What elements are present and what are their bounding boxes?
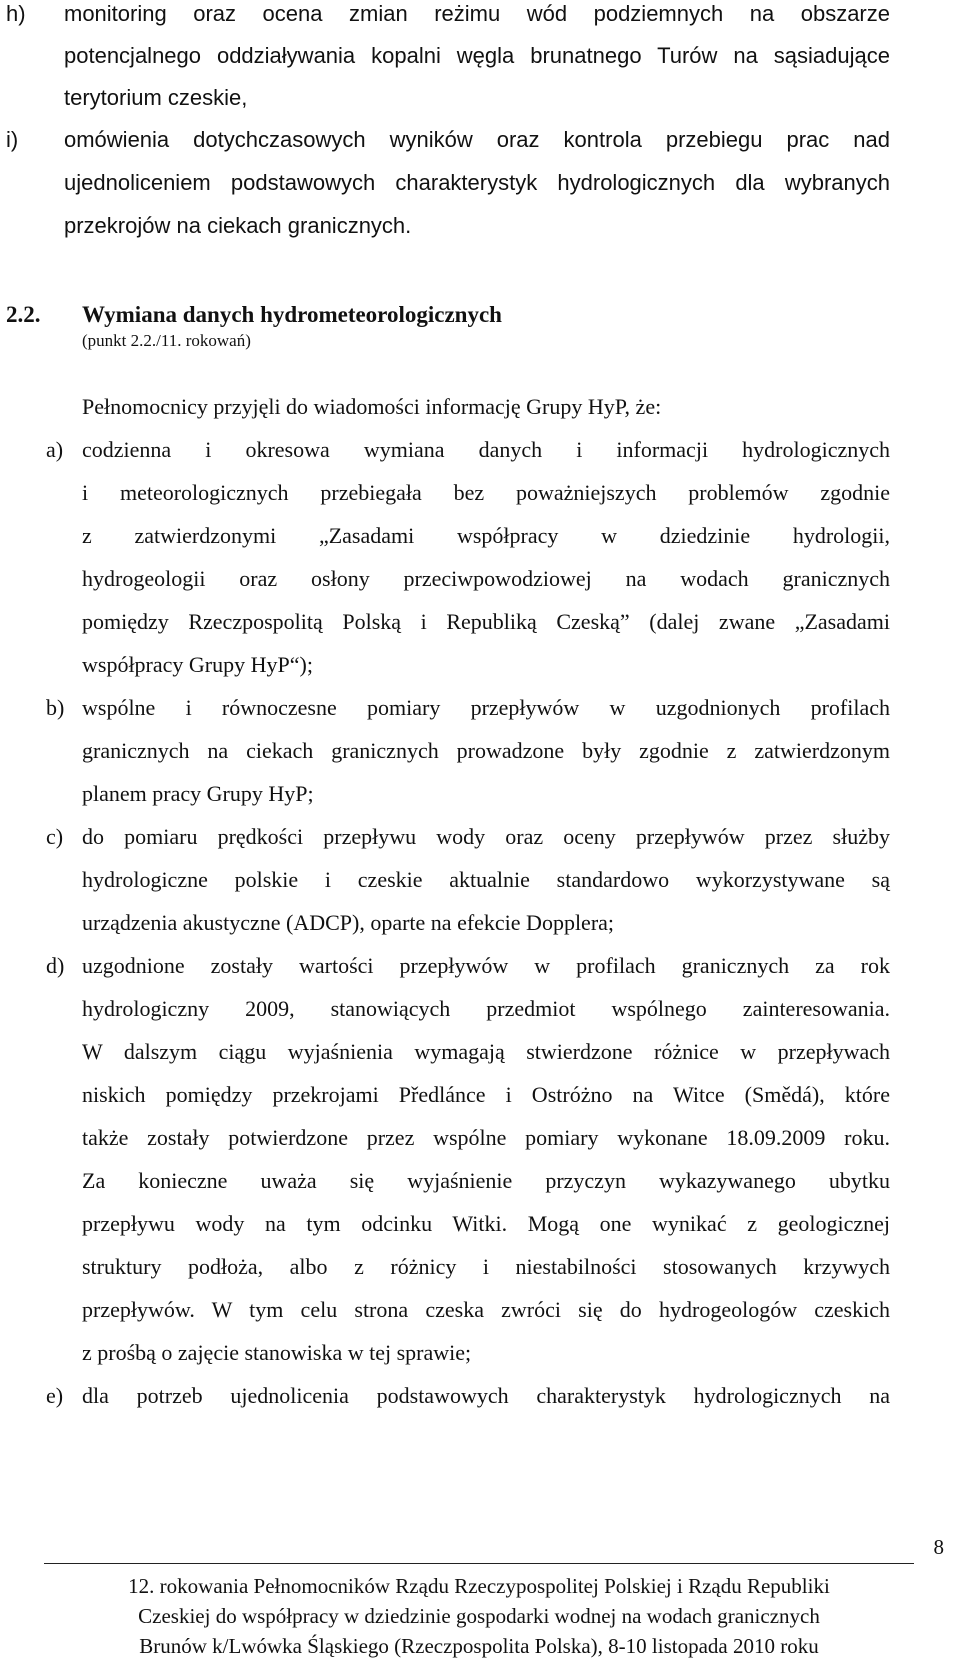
item-d-line-4: niskich pomiędzy przekrojami Předlánce i Ostróżno na Witce (Smědá), które <box>82 1082 890 1107</box>
item-a-line-2: i meteorologicznych przebiegała bez poważniejszych problemów zgodnie <box>82 480 890 505</box>
list-item-h-line-3: terytorium czeskie, <box>64 85 248 110</box>
footer-line-2: Czeskiej do współpracy w dziedzinie gospodarki wodnej na wodach granicznych <box>138 1604 820 1628</box>
item-a-line-6: współpracy Grupy HyP“); <box>82 652 313 677</box>
item-a-line-5: pomiędzy Rzeczpospolitą Polską i Republiką Czeską” (dalej zwane „Zasadami <box>82 609 890 634</box>
item-d-line-2: hydrologiczny 2009, stanowiących przedmiot wspólnego zainteresowania. <box>82 996 890 1021</box>
list-marker-i: i) <box>6 127 19 152</box>
item-d-line-9: przepływów. W tym celu strona czeska zwróci się do hydrogeologów czeskich <box>82 1297 890 1322</box>
item-d-line-8: struktury podłoża, albo z różnicy i niestabilności stosowanych krzywych <box>82 1254 890 1279</box>
item-e-line-1: dla potrzeb ujednolicenia podstawowych charakterystyk hydrologicznych na <box>82 1383 890 1408</box>
list-marker-d: d) <box>46 953 65 978</box>
item-a-line-1: codzienna i okresowa wymiana danych i informacji hydrologicznych <box>82 437 890 462</box>
list-marker-a: a) <box>46 437 64 462</box>
footer-divider <box>44 1563 914 1564</box>
list-marker-b: b) <box>46 695 65 720</box>
item-d-line-6: Za konieczne uważa się wyjaśnienie przyczyn wykazywanego ubytku <box>82 1168 890 1193</box>
section-number: 2.2. <box>6 302 41 327</box>
list-item-i-line-2: ujednoliceniem podstawowych charakterystyk hydrologicznych dla wybranych <box>64 170 890 195</box>
section-subtitle: (punkt 2.2./11. rokowań) <box>82 331 251 350</box>
item-c-line-2: hydrologiczne polskie i czeskie aktualnie standardowo wykorzystywane są <box>82 867 890 892</box>
item-b-line-3: planem pracy Grupy HyP; <box>82 781 314 806</box>
item-d-line-10: z prośbą o zajęcie stanowiska w tej sprawie; <box>82 1340 472 1365</box>
item-d-line-7: przepływu wody na tym odcinku Witki. Mogą one wynikać z geologicznej <box>82 1211 890 1236</box>
list-item-i-line-1: omówienia dotychczasowych wyników oraz kontrola przebiegu prac nad <box>64 127 890 152</box>
list-item-h-line-2: potencjalnego oddziaływania kopalni węgla brunatnego Turów na sąsiadujące <box>64 43 890 68</box>
list-item-h-line-1: monitoring oraz ocena zmian reżimu wód podziemnych na obszarze <box>64 1 890 26</box>
list-marker-c: c) <box>46 824 64 849</box>
item-c-line-1: do pomiaru prędkości przepływu wody oraz oceny przepływów przez służby <box>82 824 890 849</box>
item-b-line-1: wspólne i równoczesne pomiary przepływów w uzgodnionych profilach <box>82 695 890 720</box>
list-marker-h: h) <box>6 1 26 26</box>
item-b-line-2: granicznych na ciekach granicznych prowadzone były zgodnie z zatwierdzonym <box>82 738 890 763</box>
list-item-i-line-3: przekrojów na ciekach granicznych. <box>64 213 412 238</box>
list-marker-e: e) <box>46 1383 64 1408</box>
footer-line-3: Brunów k/Lwówka Śląskiego (Rzeczpospolita Polska), 8-10 listopada 2010 roku <box>139 1634 819 1658</box>
section-title: Wymiana danych hydrometeorologicznych <box>82 302 502 327</box>
intro-paragraph: Pełnomocnicy przyjęli do wiadomości informację Grupy HyP, że: <box>82 394 662 419</box>
item-a-line-3: z zatwierdzonymi „Zasadami współpracy w dziedzinie hydrologii, <box>82 523 890 548</box>
item-d-line-3: W dalszym ciągu wyjaśnienia wymagają stwierdzone różnice w przepływach <box>82 1039 890 1064</box>
item-c-line-3: urządzenia akustyczne (ADCP), oparte na efekcie Dopplera; <box>82 910 615 935</box>
footer-line-1: 12. rokowania Pełnomocników Rządu Rzeczypospolitej Polskiej i Rządu Republiki <box>128 1574 830 1598</box>
item-d-line-5: także zostały potwierdzone przez wspólne pomiary wykonane 18.09.2009 roku. <box>82 1125 890 1150</box>
page-number: 8 <box>933 1535 944 1559</box>
item-d-line-1: uzgodnione zostały wartości przepływów w profilach granicznych za rok <box>82 953 890 978</box>
item-a-line-4: hydrogeologii oraz osłony przeciwpowodziowej na wodach granicznych <box>82 566 890 591</box>
